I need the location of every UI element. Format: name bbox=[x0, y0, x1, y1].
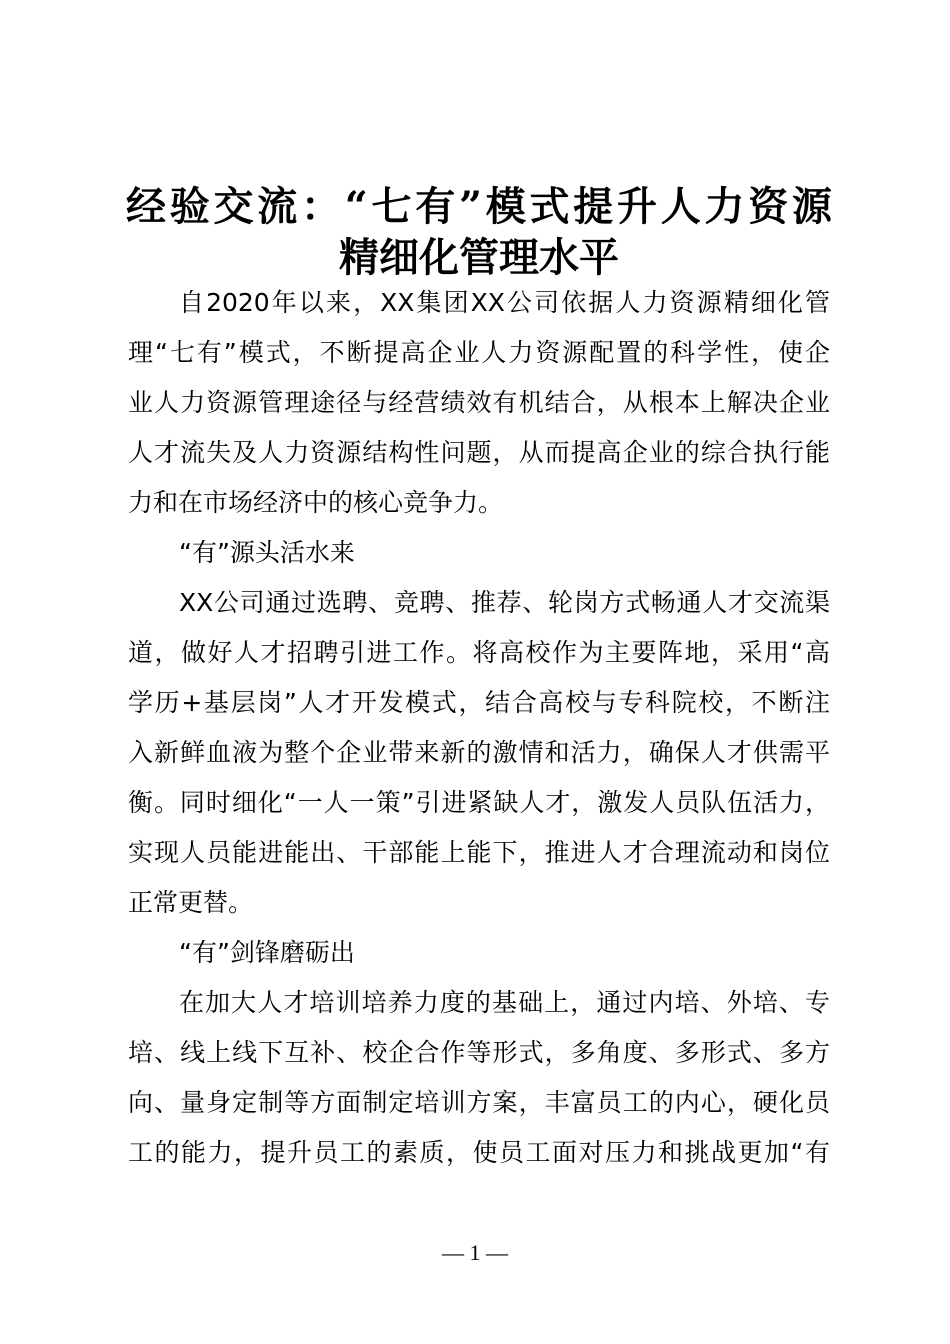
text-line: 学历+基层岗”人才开发模式，结合高校与专科院校，不断注 bbox=[128, 688, 830, 717]
text-line: 业人力资源管理途径与经营绩效有机结合，从根本上解决企业 bbox=[128, 388, 830, 417]
text-line: “有”源头活水来 bbox=[179, 538, 355, 567]
text-line: XX公司通过选聘、竞聘、推荐、轮岗方式畅通人才交流渠 bbox=[179, 588, 830, 617]
text-line: 实现人员能进能出、干部能上能下，推进人才合理流动和岗位 bbox=[128, 838, 830, 867]
section-heading bbox=[128, 528, 830, 578]
text-line: 力和在市场经济中的核心竞争力。 bbox=[128, 488, 504, 517]
text-line: “有”剑锋磨砺出 bbox=[179, 938, 355, 967]
text-line: 道，做好人才招聘引进工作。将高校作为主要阵地，采用“高 bbox=[128, 638, 830, 667]
text-line: 理“七有”模式，不断提高企业人力资源配置的科学性，使企 bbox=[128, 338, 830, 367]
section-heading bbox=[128, 928, 830, 978]
document-body bbox=[128, 278, 830, 1178]
text-line: 衡。同时细化“一人一策”引进紧缺人才，激发人员队伍活力， bbox=[128, 788, 830, 817]
paragraph bbox=[128, 578, 830, 928]
document-title-line-2: 精细化管理水平 bbox=[339, 234, 619, 281]
text-line: 正常更替。 bbox=[128, 888, 254, 917]
paragraph bbox=[128, 278, 830, 528]
text-line: 工的能力，提升员工的素质，使员工面对压力和挑战更加“有 bbox=[128, 1138, 830, 1167]
page-number: — 1 — bbox=[442, 1240, 508, 1265]
text-line: 入新鲜血液为整个企业带来新的激情和活力，确保人才供需平 bbox=[128, 738, 830, 767]
document-title-line-1: 经验交流：“七有”模式提升人力资源 bbox=[126, 183, 832, 230]
text-line: 培、线上线下互补、校企合作等形式，多角度、多形式、多方 bbox=[128, 1038, 830, 1067]
text-line: 自2020年以来，XX集团XX公司依据人力资源精细化管 bbox=[179, 288, 830, 317]
text-line: 在加大人才培训培养力度的基础上，通过内培、外培、专 bbox=[179, 988, 830, 1017]
text-line: 向、量身定制等方面制定培训方案，丰富员工的内心，硬化员 bbox=[128, 1088, 830, 1117]
text-line: 人才流失及人力资源结构性问题，从而提高企业的综合执行能 bbox=[128, 438, 830, 467]
paragraph bbox=[128, 978, 830, 1178]
